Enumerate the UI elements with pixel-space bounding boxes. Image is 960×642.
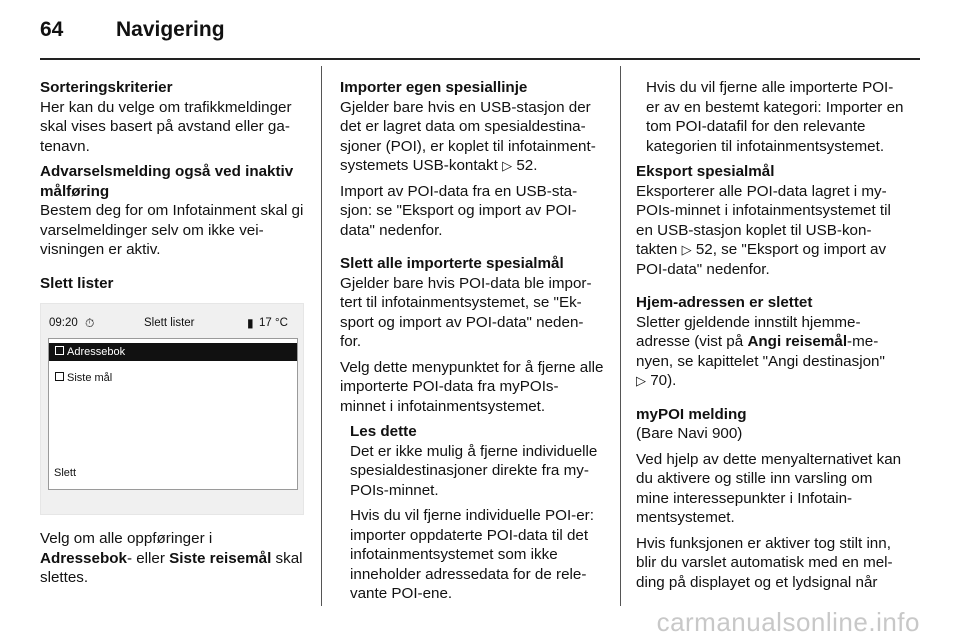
screen-display [48,338,298,490]
checkbox-icon [55,346,64,355]
paragraph: Eksporterer alle POI-data lagret i my-POIs-minnet i infotainmentsystemet til en USB-stasjon koplet til USB-kon-takten ▷ 52, se "Eksport og import av POI-data" nedenfor. [636,182,891,278]
screen-figure [40,303,304,515]
list-item-adressebok[interactable] [49,343,297,361]
page-number: 64 [40,18,64,41]
paragraph: (Bare Navi 900) [636,425,743,442]
list-item-siste-mal[interactable] [55,369,112,389]
screen-title: Slett lister [144,317,195,329]
heading-hjem-adressen: Hjem-adressen er slettet [636,294,813,311]
list-item-label: Siste mål [67,372,113,384]
reference-arrow-icon: ▷ [502,158,513,173]
watermark: carmanualsonline.info [656,607,920,637]
paragraph: Velg dette menypunktet for å fjerne alle importerte POI-data fra myPOIs-minnet i infotainmentsystemet. [340,358,604,415]
paragraph: Her kan du velge om trafikkmeldinger skal vises basert på avstand eller ga-tenavn. [40,98,292,155]
column-1 [40,78,308,594]
heading-importer: Importer egen spesiallinje [340,79,528,96]
note-title: Les dette [350,423,417,440]
column-3 [636,78,904,598]
heading-slett-lister: Slett lister [40,274,114,292]
paragraph: Gjelder bare hvis POI-data ble impor-tert til infotainmentsystemet, se "Ek-sport og import av POI-data" neden-for. [340,274,592,350]
note-text: Hvis du vil fjerne alle importerte POI-er av en bestemt kategori: Importer en tom POI-datafil for den relevante kategorien til infotainmentsystemet. [646,79,904,155]
column-divider [620,66,621,606]
note-text: Hvis du vil fjerne individuelle POI-er: importer oppdaterte POI-data til det infotainmentsystemet som ikke inneholder adressedata for de rele-vante POI-ene. [350,507,594,602]
heading-mypoi: myPOI melding [636,405,747,423]
page-header [40,18,225,42]
reference-arrow-icon: ▷ [636,373,646,388]
note-text: Det er ikke mulig å fjerne individuelle spesialdestinasjoner direkte fra my-POIs-minnet. [350,442,598,499]
paragraph: Hvis funksjonen er aktiver tog stilt inn, blir du varslet automatisk med en mel-ding på displayet og et lydsignal når [636,534,893,591]
column-divider [321,66,322,606]
screen-topbar [49,310,295,332]
list-item-label: Adressebok [67,346,126,358]
heading-slett-alle: Slett alle importerte spesialmål [340,255,564,272]
paragraph: Ved hjelp av dette menyalternativet kan du aktivere og stille inn varsling om mine interessepunkter i Infotain-mentsystemet. [636,450,902,526]
heading-advarselsmelding: Advarselsmelding også ved inaktiv målføring [40,163,294,200]
reference-arrow-icon: ▷ [681,242,692,257]
heading-eksport: Eksport spesialmål [636,163,775,180]
paragraph: Gjelder bare hvis en USB-stasjon der det er lagret data om spesialdestina-sjoner (POI), er koplet til infotainment-systemets USB-kontakt ▷ 52. [340,98,596,174]
checkbox-icon [55,372,64,381]
phone-icon: ▮ [247,316,254,330]
paragraph: Import av POI-data fra en USB-sta-sjon: se "Eksport og import av POI-data" nedenfor. [340,182,578,239]
column-2 [340,78,604,610]
heading-sorteringskriterier: Sorteringskriterier [40,79,173,96]
slett-button[interactable]: Slett [54,466,77,479]
clock-icon: ⏱ [85,316,95,330]
screen-temp: 17 °C [259,317,288,329]
paragraph: Bestem deg for om Infotainment skal gi varselmeldinger selv om ikke vei-visningen er aktiv. [40,202,304,258]
header-rule [40,58,920,60]
paragraph: Velg om alle oppføringer i Adressebok- eller Siste reisemål skal slettes. [40,530,303,586]
paragraph: Sletter gjeldende innstilt hjemme-adresse (vist på Angi reisemål-me-nyen, se kapittelet "Angi destinasjon" ▷ 70). [636,313,885,389]
screen-time: 09:20 [49,317,78,329]
page-title: Navigering [116,18,225,41]
